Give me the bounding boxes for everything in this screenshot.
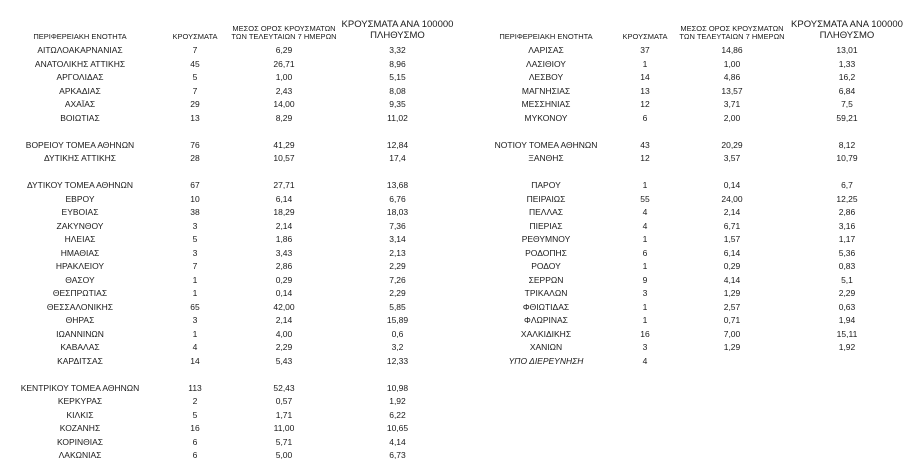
avg-cell: 0,71 [723,315,741,325]
avg-cell: 6,29 [275,45,293,55]
region-cell: ΕΥΒΟΙΑΣ [61,207,99,217]
cases-cell: 2 [192,396,198,406]
header-avg [674,25,790,42]
per100k-cell: 1,33 [838,58,856,69]
per100k-cell: 18,03 [386,207,409,217]
per100k-cell: 6,22 [389,409,406,420]
avg-cell: 1,29 [723,342,741,352]
avg-cell: 2,86 [275,261,293,271]
avg-cell: 4,14 [723,274,741,285]
region-cell: ΚΑΒΑΛΑΣ [60,342,100,352]
region-cell: ΚΟΡΙΝΘΙΑΣ [56,436,104,447]
region-cell: ΡΟΔΟΠΗΣ [525,247,567,258]
cases-cell: 76 [190,139,200,150]
per100k-cell: 2,29 [389,261,406,271]
table-row [452,314,912,327]
avg-cell: 5,00 [275,450,293,460]
avg-cell: 0,14 [275,288,293,298]
region-cell: ΜΕΣΣΗΝΙΑΣ [521,99,571,109]
header-region: ΠΕΡΙΦΕΡΕΙΑΚΗ ΕΝΟΤΗΤΑ [33,32,127,42]
header-per100k [340,20,455,42]
header-avg-line2: ΤΩΝ ΤΕΛΕΥΤΑΙΩΝ 7 ΗΜΕΡΩΝ [679,32,785,42]
table-row [452,328,912,341]
avg-cell: 52,43 [273,382,295,393]
region-cell: ΥΠΟ ΔΙΕΡΕΥΝΗΣΗ [508,355,584,366]
region-cell: ΗΡΑΚΛΕΙΟΥ [55,261,105,271]
avg-cell: 6,71 [723,220,741,231]
cases-cell: 3 [642,288,648,298]
table-row [452,112,912,125]
region-cell: ΧΑΛΚΙΔΙΚΗΣ [520,328,572,339]
region-cell: ΑΡΓΟΛΙΔΑΣ [56,72,104,82]
table-row [452,233,912,246]
per100k-cell: 7,36 [389,220,406,231]
table-row [0,328,460,341]
cases-cell: 7 [192,261,198,271]
region-cell: ΚΕΝΤΡΙΚΟΥ ΤΟΜΕΑ ΑΘΗΝΩΝ [20,382,140,393]
table-row [0,341,460,354]
cases-cell: 3 [192,315,198,325]
region-cell: ΘΗΡΑΣ [65,315,95,325]
avg-cell: 3,71 [723,99,741,109]
per100k-cell: 5,85 [389,301,406,312]
per100k-cell: 11,02 [387,112,408,123]
table-row [0,382,460,395]
region-cell: ΛΑΚΩΝΙΑΣ [58,450,102,460]
per100k-cell: 13,68 [386,180,409,190]
table-row [452,341,912,354]
cases-cell: 113 [188,382,202,393]
header-cases: ΚΡΟΥΣΜΑΤΑ [622,32,668,42]
avg-cell: 14,00 [273,99,295,109]
avg-cell: 0,14 [723,180,741,190]
table-row [452,220,912,233]
header-per100k-line2: ΠΛΗΘΥΣΜΟ [819,30,875,42]
table-row [452,85,912,98]
avg-cell: 2,43 [275,85,293,96]
per100k-cell: 59,21 [836,112,858,123]
cases-cell: 37 [640,45,650,55]
table-row [0,355,460,368]
per100k-cell: 6,84 [838,85,856,96]
header-avg-line1: ΜΕΣΟΣ ΟΡΟΣ ΚΡΟΥΣΜΑΤΩΝ [232,23,336,33]
table-row [452,71,912,84]
region-cell: ΚΙΛΚΙΣ [66,409,94,420]
per100k-cell: 15,11 [836,328,858,339]
per100k-cell: 6,7 [841,180,853,190]
avg-cell: 2,57 [723,301,741,312]
per100k-cell: 3,2 [391,342,404,352]
cases-cell: 10 [190,193,200,204]
cases-cell: 29 [190,99,200,109]
table-row [0,287,460,300]
avg-cell: 14,86 [721,45,743,55]
region-cell: ΛΕΣΒΟΥ [528,72,564,82]
per100k-cell: 8,08 [389,85,406,96]
region-cell: ΝΟΤΙΟΥ ΤΟΜΕΑ ΑΘΗΝΩΝ [494,139,598,150]
cases-cell: 1 [192,328,198,339]
region-cell: ΙΩΑΝΝΙΝΩΝ [56,328,104,339]
per100k-cell: 1,92 [838,342,856,352]
avg-cell: 3,43 [275,247,293,258]
table-row [452,44,912,57]
avg-cell: 1,00 [723,58,741,69]
region-cell: ΗΜΑΘΙΑΣ [60,247,100,258]
header-region: ΠΕΡΙΦΕΡΕΙΑΚΗ ΕΝΟΤΗΤΑ [499,32,593,42]
avg-cell: 2,14 [275,220,293,231]
per100k-cell: 5,1 [841,274,853,285]
cases-cell: 1 [192,288,198,298]
table-row [0,436,460,449]
cases-cell: 6 [642,247,648,258]
avg-cell: 13,57 [721,85,743,96]
avg-cell: 2,14 [275,315,293,325]
cases-cell: 5 [192,72,198,82]
table-row [452,260,912,273]
region-cell: ΒΟΡΕΙΟΥ ΤΟΜΕΑ ΑΘΗΝΩΝ [25,139,135,150]
per100k-cell: 0,63 [838,301,856,312]
region-cell: ΠΕΛΛΑΣ [528,207,564,217]
avg-cell: 1,86 [275,234,293,244]
table-row [452,274,912,287]
region-cell: ΦΘΙΩΤΙΔΑΣ [522,301,570,312]
table-row [0,58,460,71]
avg-cell: 1,29 [723,288,741,298]
per100k-cell: 7,5 [841,99,853,109]
per100k-cell: 6,73 [389,450,406,460]
cases-cell: 13 [640,85,650,96]
avg-cell: 0,29 [275,274,293,285]
table-row [0,301,460,314]
per100k-cell: 16,2 [838,72,856,82]
region-cell: ΠΑΡΟΥ [531,180,561,190]
table-row [452,139,912,152]
per100k-cell: 15,89 [386,315,409,325]
cases-cell: 13 [190,112,200,123]
avg-cell: 42,00 [273,301,295,312]
region-cell: ΘΑΣΟΥ [65,274,95,285]
region-cell: ΕΒΡΟΥ [65,193,95,204]
per100k-cell: 3,32 [389,45,406,55]
avg-cell: 8,29 [275,112,293,123]
cases-cell: 14 [190,355,200,366]
cases-cell: 16 [640,328,650,339]
cases-cell: 4 [642,220,648,231]
region-cell: ΛΑΡΙΣΑΣ [528,45,564,55]
header-cases: ΚΡΟΥΣΜΑΤΑ [172,32,218,42]
per100k-cell: 3,16 [838,220,856,231]
per100k-cell: 12,84 [386,139,409,150]
avg-cell: 2,29 [275,342,293,352]
table-row [0,220,460,233]
region-cell: ΚΟΖΑΝΗΣ [59,423,101,433]
cases-cell: 28 [190,153,200,163]
table-row [0,274,460,287]
per100k-cell: 10,98 [386,382,409,393]
avg-cell: 3,57 [723,153,741,163]
header-per100k-line1: ΚΡΟΥΣΜΑΤΑ ΑΝΑ 100000 [341,19,454,31]
region-cell: ΚΑΡΔΙΤΣΑΣ [57,355,103,366]
table-row [0,260,460,273]
region-cell: ΠΕΙΡΑΙΩΣ [526,193,566,204]
table-row [0,112,460,125]
cases-cell: 4 [192,342,198,352]
cases-cell: 6 [192,450,198,460]
table-row [0,44,460,57]
avg-cell: 5,71 [275,436,293,447]
avg-cell: 1,71 [275,409,293,420]
table-row [452,287,912,300]
cases-cell: 5 [192,409,198,420]
table-row [0,233,460,246]
cases-cell: 4 [642,207,648,217]
avg-cell: 4,86 [723,72,741,82]
per100k-cell: 0,6 [391,328,404,339]
avg-cell: 2,14 [723,207,741,217]
header-avg-line2: ΤΩΝ ΤΕΛΕΥΤΑΙΩΝ 7 ΗΜΕΡΩΝ [231,32,337,42]
per100k-cell: 7,26 [389,274,406,285]
cases-cell: 55 [640,193,650,204]
cases-cell: 12 [640,153,650,163]
cases-cell: 1 [642,261,648,271]
region-cell: ΔΥΤΙΚΟΥ ΤΟΜΕΑ ΑΘΗΝΩΝ [26,180,134,190]
cases-cell: 1 [642,58,648,69]
table-row [452,58,912,71]
avg-cell: 0,29 [723,261,741,271]
region-cell: ΑΝΑΤΟΛΙΚΗΣ ΑΤΤΙΚΗΣ [34,58,126,69]
table-row [452,152,912,165]
avg-cell: 6,14 [275,193,293,204]
region-cell: ΑΙΤΩΛΟΑΚΑΡΝΑΝΙΑΣ [37,45,123,55]
per100k-cell: 1,17 [838,234,856,244]
region-cell: ΔΥΤΙΚΗΣ ΑΤΤΙΚΗΣ [43,153,117,163]
region-cell: ΜΥΚΟΝΟΥ [524,112,568,123]
cases-cell: 3 [642,342,648,352]
region-cell: ΜΑΓΝΗΣΙΑΣ [521,85,571,96]
table-row [0,85,460,98]
region-cell: ΞΑΝΘΗΣ [528,153,564,163]
per100k-cell: 8,96 [389,58,406,69]
region-cell: ΘΕΣΠΡΩΤΙΑΣ [52,288,108,298]
cases-cell: 14 [640,72,650,82]
region-cell: ΧΑΝΙΩΝ [529,342,563,352]
region-cell: ΖΑΚΥΝΘΟΥ [56,220,104,231]
header-avg [226,25,342,42]
table-row [0,139,460,152]
cases-cell: 7 [192,45,198,55]
avg-cell: 6,14 [723,247,741,258]
cases-cell: 1 [642,180,648,190]
per100k-cell: 10,79 [836,153,858,163]
table-row [0,247,460,260]
table-row [452,98,912,111]
table-row [0,71,460,84]
header-per100k [782,20,912,42]
avg-cell: 11,00 [273,423,295,433]
table-row [0,409,460,422]
cases-cell: 5 [192,234,198,244]
cases-cell: 38 [190,207,200,217]
table-row [0,206,460,219]
cases-cell: 1 [642,315,648,325]
per100k-cell: 2,29 [389,288,406,298]
avg-cell: 1,57 [723,234,741,244]
region-cell: ΗΛΕΙΑΣ [64,234,96,244]
per100k-cell: 5,15 [389,72,406,82]
per100k-cell: 5,36 [838,247,856,258]
table-row [452,247,912,260]
cases-cell: 16 [190,423,200,433]
avg-cell: 27,71 [273,180,295,190]
avg-cell: 7,00 [723,328,741,339]
per100k-cell: 9,35 [389,99,406,109]
header-per100k-line1: ΚΡΟΥΣΜΑΤΑ ΑΝΑ 100000 [791,19,903,31]
region-cell: ΣΕΡΡΩΝ [528,274,564,285]
region-cell: ΦΛΩΡΙΝΑΣ [524,315,568,325]
avg-cell: 1,00 [275,72,293,82]
table-row [0,98,460,111]
per100k-cell: 1,94 [838,315,856,325]
cases-cell: 1 [642,301,648,312]
cases-cell: 7 [192,85,198,96]
table-row [0,422,460,435]
cases-cell: 6 [642,112,648,123]
table-row [0,314,460,327]
cases-cell: 65 [190,301,200,312]
table-row [452,355,912,368]
avg-cell: 26,71 [273,58,295,69]
table-row [452,193,912,206]
table-row [0,152,460,165]
region-cell: ΡΕΘΥΜΝΟΥ [521,234,571,244]
avg-cell: 5,43 [275,355,293,366]
per100k-cell: 1,92 [389,396,406,406]
avg-cell: 10,57 [273,153,295,163]
per100k-cell: 4,14 [389,436,406,447]
avg-cell: 18,29 [273,207,295,217]
table-row [0,449,460,462]
cases-cell: 1 [642,234,648,244]
per100k-cell: 17,4 [389,153,406,163]
per100k-cell: 12,25 [836,193,858,204]
region-cell: ΑΡΚΑΔΙΑΣ [59,85,101,96]
cases-cell: 3 [192,220,198,231]
per100k-cell: 6,76 [389,193,406,204]
cases-cell: 4 [642,355,648,366]
table-row [452,301,912,314]
header-avg-line1: ΜΕΣΟΣ ΟΡΟΣ ΚΡΟΥΣΜΑΤΩΝ [680,23,784,33]
per100k-cell: 12,33 [386,355,409,366]
avg-cell: 24,00 [721,193,743,204]
avg-cell: 0,57 [275,396,293,406]
avg-cell: 20,29 [721,139,743,150]
region-cell: ΒΟΙΩΤΙΑΣ [60,112,100,123]
cases-cell: 12 [640,99,650,109]
header-per100k-line2: ΠΛΗΘΥΣΜΟ [370,30,425,42]
region-cell: ΑΧΑΪΑΣ [64,99,96,109]
region-cell: ΚΕΡΚΥΡΑΣ [57,396,103,406]
per100k-cell: 13,01 [836,45,858,55]
cases-cell: 9 [642,274,648,285]
per100k-cell: 0,83 [838,261,856,271]
cases-cell: 3 [192,247,198,258]
cases-cell: 67 [190,180,200,190]
avg-cell: 41,29 [273,139,295,150]
per100k-cell: 2,86 [838,207,856,217]
per100k-cell: 10,65 [386,423,409,433]
per100k-cell: 2,29 [838,288,856,298]
table-row [0,395,460,408]
region-cell: ΤΡΙΚΑΛΩΝ [524,288,568,298]
avg-cell: 2,00 [723,112,741,123]
cases-cell: 43 [640,139,650,150]
table-row [452,179,912,192]
region-cell: ΠΙΕΡΙΑΣ [529,220,563,231]
table-row [0,193,460,206]
cases-cell: 45 [190,58,200,69]
region-cell: ΡΟΔΟΥ [531,261,561,271]
per100k-cell: 8,12 [838,139,856,150]
table-row [0,179,460,192]
per100k-cell: 2,13 [389,247,406,258]
avg-cell: 4,00 [275,328,293,339]
region-cell: ΘΕΣΣΑΛΟΝΙΚΗΣ [46,301,114,312]
cases-cell: 6 [192,436,198,447]
per100k-cell: 3,14 [389,234,406,244]
region-cell: ΛΑΣΙΘΙΟΥ [526,58,566,69]
table-row [452,206,912,219]
cases-cell: 1 [192,274,198,285]
